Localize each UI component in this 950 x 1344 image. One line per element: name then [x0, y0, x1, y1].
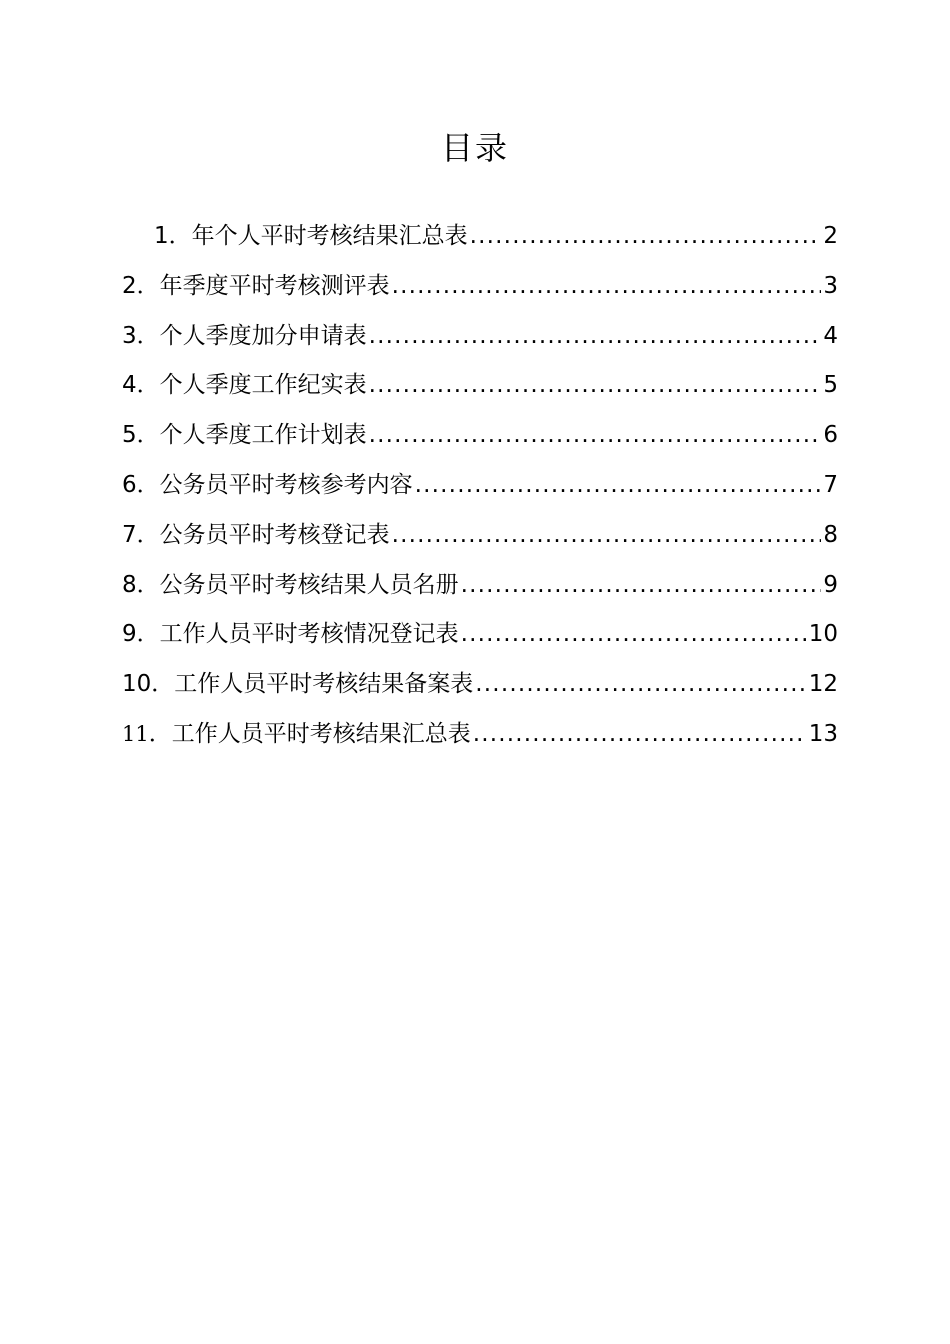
toc-entry-9[interactable]	[122, 610, 838, 660]
toc-page-number: 7	[823, 471, 838, 498]
toc-entry-text: 年个人平时考核结果汇总表	[191, 223, 468, 249]
toc-dot-leader	[473, 710, 807, 760]
toc-page-number: 12	[808, 671, 838, 698]
toc-entry-label	[122, 262, 390, 312]
toc-entry-separator: ．	[136, 471, 160, 498]
toc-page-number: 2	[823, 223, 838, 249]
toc-entry-number: 8	[122, 571, 137, 598]
toc-entry-label	[122, 561, 459, 611]
toc-entry-text: 个人季度工作纪实表	[159, 372, 367, 399]
toc-dot-leader	[461, 561, 822, 611]
toc-entry-label	[122, 461, 413, 511]
toc-entry-7[interactable]	[122, 511, 838, 561]
toc-entry-number: 5	[122, 422, 137, 449]
toc-page-number: 5	[823, 372, 838, 399]
toc-page-number: 10	[808, 621, 838, 648]
toc-entry-8[interactable]	[122, 561, 838, 611]
toc-entry-10[interactable]	[122, 660, 838, 710]
toc-entry-6[interactable]	[122, 461, 838, 511]
toc-dot-leader	[369, 312, 822, 362]
toc-dot-leader	[392, 262, 822, 312]
toc-page-number: 13	[808, 720, 838, 747]
toc-entry-separator: ．	[136, 521, 160, 548]
toc-dot-leader	[470, 212, 822, 262]
toc-entry-5[interactable]	[122, 411, 838, 461]
toc-entry-separator: ．	[136, 422, 160, 449]
toc-entry-label	[122, 610, 459, 660]
toc-entry-text: 工作人员平时考核情况登记表	[159, 621, 459, 648]
toc-entry-text: 公务员平时考核登记表	[159, 521, 390, 548]
toc-dot-leader	[415, 461, 822, 511]
toc-entry-label	[122, 660, 473, 710]
toc-entry-label	[122, 710, 471, 760]
toc-entry-label	[122, 411, 367, 461]
toc-entry-label	[122, 361, 367, 411]
toc-entry-text: 工作人员平时考核结果汇总表	[171, 720, 471, 747]
toc-entry-11[interactable]	[122, 710, 838, 760]
table-of-contents	[122, 212, 838, 760]
toc-entry-separator: ．	[136, 571, 160, 598]
toc-entry-number: 7	[122, 521, 137, 548]
toc-entry-number: 4	[122, 372, 137, 399]
toc-entry-4[interactable]	[122, 361, 838, 411]
toc-page-number: 9	[823, 571, 838, 598]
toc-entry-separator: ．	[136, 272, 160, 299]
toc-entry-separator: ．	[136, 621, 160, 648]
toc-entry-number: 1	[154, 223, 169, 249]
toc-entry-text: 工作人员平时考核结果备案表	[174, 671, 474, 698]
toc-entry-number: 11	[122, 721, 149, 746]
toc-entry-separator: ．	[151, 671, 175, 698]
toc-dot-leader	[475, 660, 806, 710]
toc-entry-number: 2	[122, 272, 137, 299]
toc-entry-3[interactable]	[122, 312, 838, 362]
toc-dot-leader	[369, 361, 822, 411]
toc-entry-label	[122, 511, 390, 561]
toc-entry-2[interactable]	[122, 262, 838, 312]
toc-entry-separator: ．	[168, 223, 192, 249]
toc-entry-label	[122, 312, 367, 362]
toc-page-number: 4	[823, 322, 838, 349]
toc-page-number: 8	[823, 521, 838, 548]
toc-dot-leader	[392, 511, 822, 561]
toc-entry-number: 10	[122, 671, 152, 698]
toc-entry-1[interactable]	[122, 212, 838, 262]
toc-entry-text: 年季度平时考核测评表	[159, 272, 390, 299]
toc-entry-separator: ．	[136, 372, 160, 399]
toc-entry-text: 个人季度加分申请表	[159, 322, 367, 349]
toc-page-number: 3	[823, 272, 838, 299]
toc-entry-number: 9	[122, 621, 137, 648]
toc-entry-separator: ．	[148, 720, 172, 747]
toc-entry-text: 公务员平时考核参考内容	[159, 471, 413, 498]
toc-dot-leader	[461, 610, 807, 660]
toc-entry-number: 3	[122, 322, 137, 349]
toc-page-number: 6	[823, 422, 838, 449]
page-title: 目录	[440, 129, 509, 167]
toc-entry-text: 公务员平时考核结果人员名册	[159, 571, 459, 598]
toc-entry-separator: ．	[136, 322, 160, 349]
toc-entry-number: 6	[122, 471, 137, 498]
toc-dot-leader	[369, 411, 822, 461]
toc-entry-text: 个人季度工作计划表	[159, 422, 367, 449]
toc-entry-label	[154, 212, 468, 262]
